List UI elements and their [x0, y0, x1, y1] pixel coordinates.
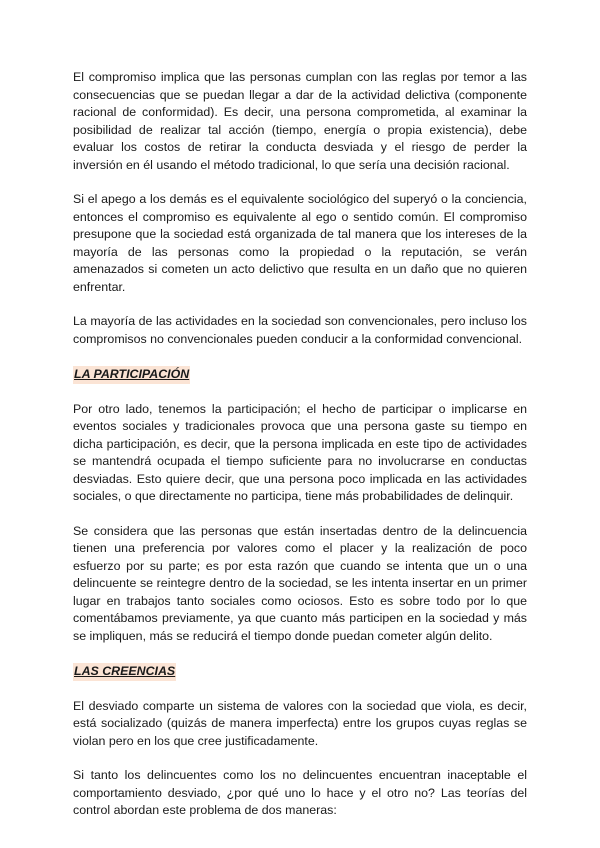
paragraph-compromiso-3: La mayoría de las actividades en la sociedad son convencionales, pero incluso los compromisos no convencionales pueden conducir a la conformidad convencional.	[73, 314, 527, 346]
paragraph-participacion-2: Se considera que las personas que están insertadas dentro de la delincuencia tienen una preferencia por valores como el placer y la realización de poco esfuerzo por su parte; es por esta razón que cuando se intenta que un o una delincuente se reintegre dentro de la sociedad, se les intenta insertar en un primer lugar en trabajos tanto sociales como ociosos. Esto es sobre todo por lo que comentábamos previamente, ya que cuanto más participen en la sociedad y más se impliquen, más se reducirá el tiempo donde puedan cometer algún delito.	[73, 523, 527, 643]
section-heading-participacion: LA PARTICIPACIÓN	[73, 366, 190, 384]
paragraph-compromiso-1: El compromiso implica que las personas cumplan con las reglas por temor a las consecuencias que se puedan llegar a dar de la actividad delictiva (componente racional de conformidad). Es decir, una persona comprometida, al examinar la posibilidad de realizar tal acción (tiempo, energía o propia existencia), debe evaluar los costos de retirar la conducta desviada y el riesgo de perder la inversión en él usando el método tradicional, lo que sería una decisión racional.	[73, 70, 527, 172]
paragraph-creencias-1: El desviado comparte un sistema de valores con la sociedad que viola, es decir, está socializado (quizás de manera imperfecta) entre los grupos cuyas reglas se violan pero en los que cree justificadamente.	[73, 698, 527, 748]
section-heading-creencias: LAS CREENCIAS	[73, 663, 176, 681]
paragraph-creencias-2: Si tanto los delincuentes como los no delincuentes encuentran inaceptable el comportamiento desviado, ¿por qué uno lo hace y el otro no? Las teorías del control abordan este problema de dos maneras:	[73, 768, 527, 817]
paragraph-compromiso-2: Si el apego a los demás es el equivalente sociológico del superyó o la conciencia, entonces el compromiso es equivalente al ego o sentido común. El compromiso presupone que la sociedad está organizada de tal manera que los intereses de la mayoría de las personas como la propiedad o la reputación, se verán amenazados si cometen un acto delictivo que resulta en un daño que no quieren enfrentar.	[73, 192, 527, 294]
paragraph-participacion-1: Por otro lado, tenemos la participación; el hecho de participar o implicarse en eventos sociales y tradicionales provoca que una persona gaste su tiempo en dicha participación, es decir, que la persona implicada en este tipo de actividades se mantendrá ocupada el tiempo suficiente para no involucrarse en conductas desviadas. Esto quiere decir, que una persona poco implicada en las actividades sociales, o que directamente no participa, tiene más probabilidades de delinquir.	[73, 401, 527, 503]
section-participacion-heading-wrap	[73, 365, 527, 401]
section-creencias-heading-wrap	[73, 662, 527, 698]
